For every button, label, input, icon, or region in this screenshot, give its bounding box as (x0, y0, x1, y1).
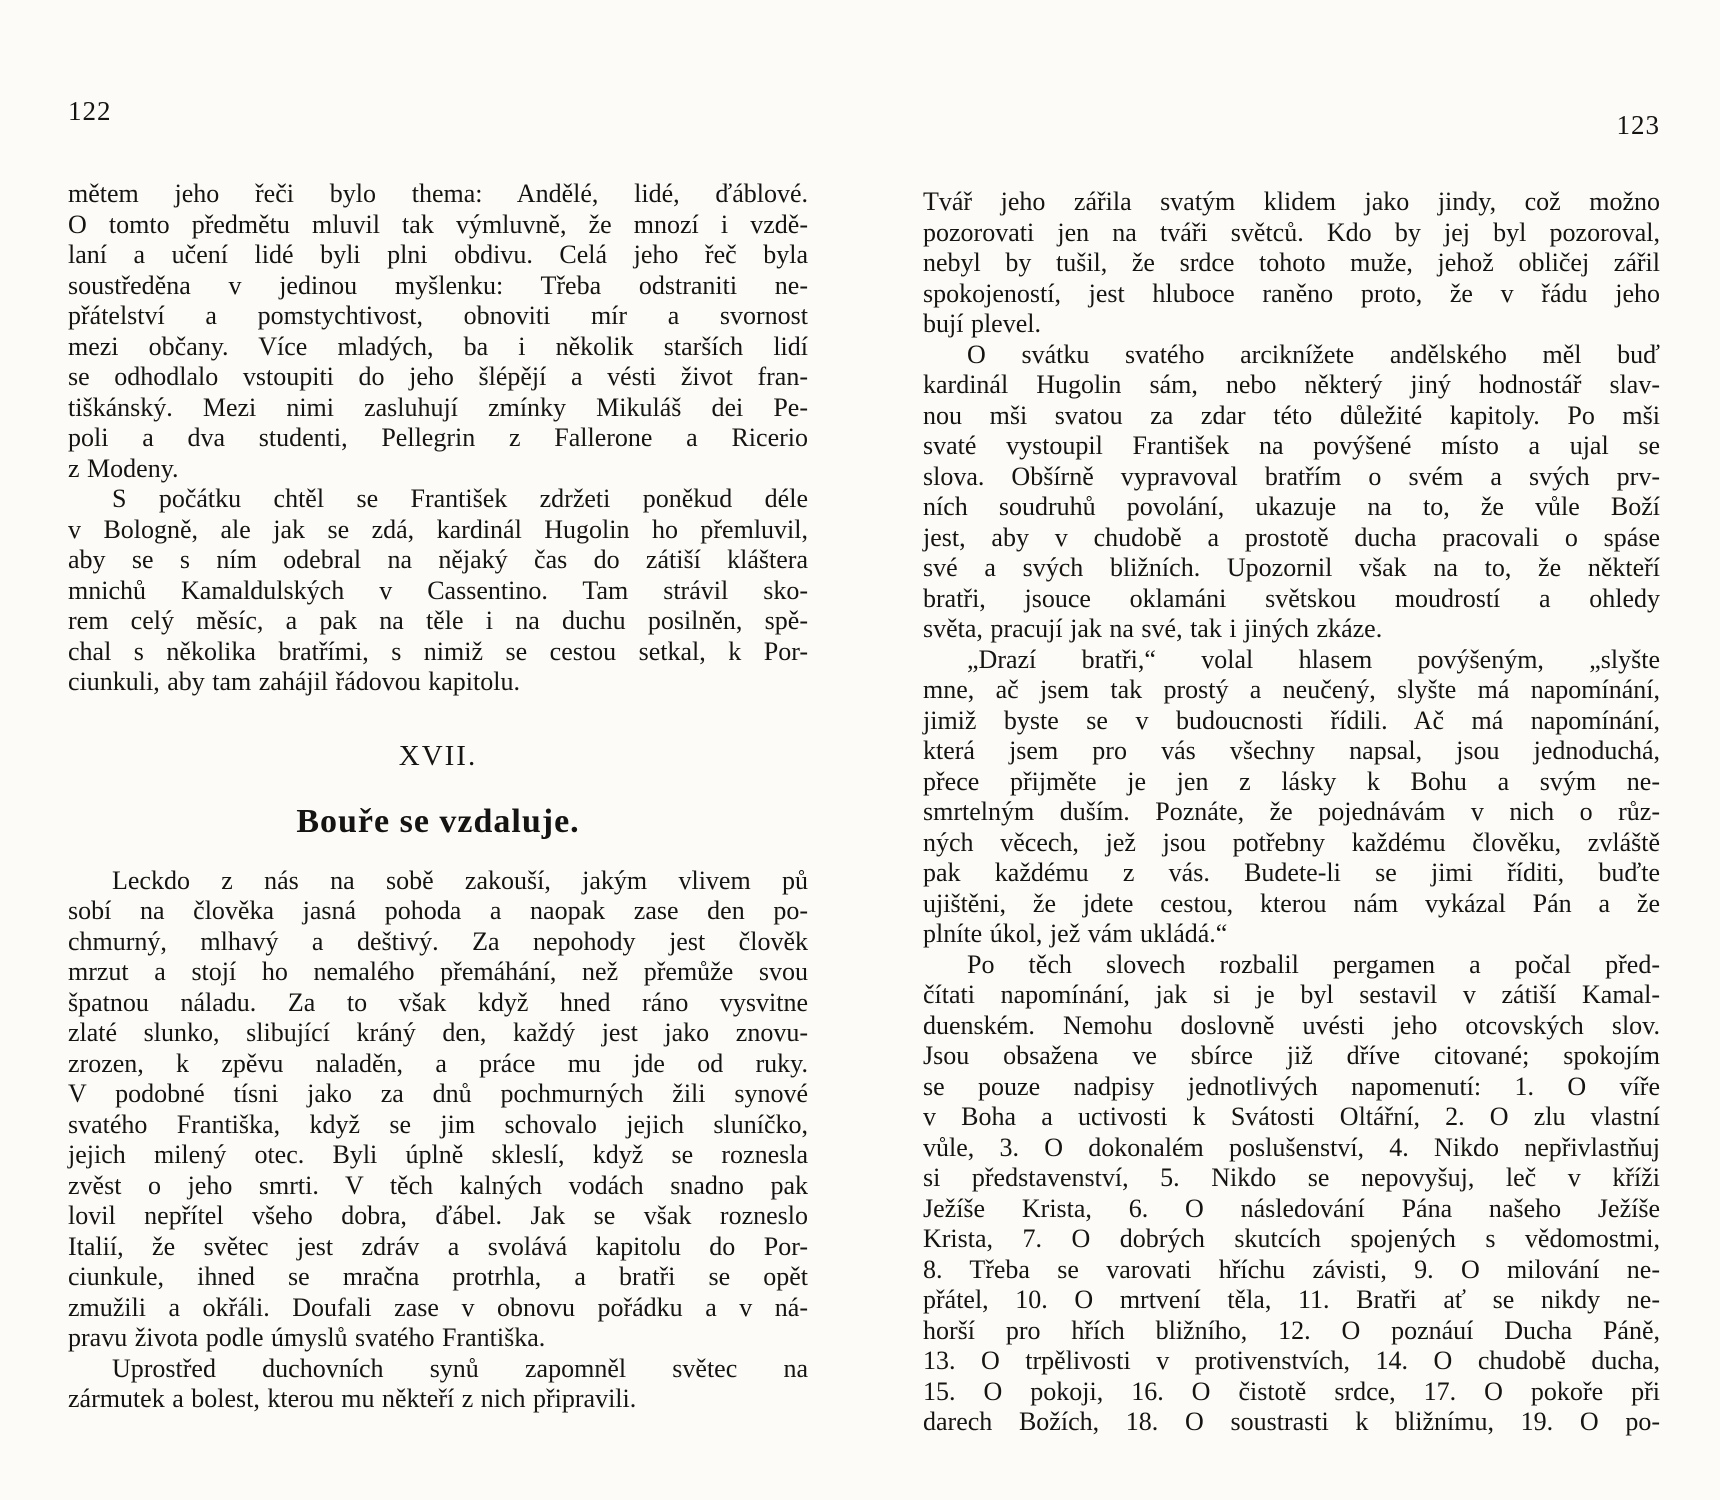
text-line: špatnou náladu. Za to však když hned ráno vysvitne (68, 987, 808, 1017)
text-column-right (923, 187, 1660, 1438)
text-line: O svátku svatého arciknížete andělského měl buď (967, 339, 1660, 369)
paragraph (68, 179, 808, 484)
text-line: přátelství a pomstychtivost, obnoviti mír a svornost (68, 301, 808, 330)
text-line: poli a dva studenti, Pellegrin z Fallerone a Ricerio (68, 423, 808, 452)
text-line: ciunkule, ihned se mračna protrhla, a bratři se opět (68, 1262, 808, 1291)
text-line: přátel, 10. O mrtvení těla, 11. Bratři ať se nikdy ne- (923, 1285, 1660, 1314)
text-line: smrtelným duším. Poznáte, že pojednávám v nich o růz- (923, 797, 1660, 826)
text-line: ných věcech, jež jsou potřebny každému člověku, zvláště (923, 827, 1660, 857)
text-line: spokojeností, jest hluboce raněno proto, že v řádu jeho (923, 278, 1660, 308)
chapter-number: XVII. (398, 739, 478, 772)
text-line: Po těch slovech rozbalil pergamen a počal před- (967, 949, 1660, 979)
text-line: nou mši svatou za zdar této důležité kapitoly. Po mši (923, 400, 1660, 430)
text-line: Ježíše Krista, 6. O následování Pána našeho Ježíše (923, 1193, 1660, 1223)
paragraph (923, 645, 1660, 950)
text-line: chmurný, mlhavý a deštivý. Za nepohody jest člověk (68, 926, 808, 956)
text-line: laní a učení lidé byli plni obdivu. Celá jeho řeč byla (68, 240, 808, 269)
paragraph (68, 484, 808, 698)
text-line: mnichů Kamaldulských v Cassentino. Tam strávil sko- (68, 575, 808, 605)
text-line: mne, ač jsem tak prostý a neučený, slyšte má napomínání, (923, 675, 1660, 704)
text-line: se pouze nadpisy jednotlivých napomenutí: 1. O víře (923, 1071, 1660, 1101)
text-line: Italií, že světec jest zdráv a svolává kapitolu do Por- (68, 1231, 808, 1261)
text-line: si představenství, 5. Nikdo se nepovyšuj, leč v kříži (923, 1163, 1660, 1192)
text-line: v Boha a uctivosti k Svátosti Oltářní, 2. O zlu vlastní (923, 1102, 1660, 1131)
text-line: přece přijměte je jen z lásky k Bohu a svým ne- (923, 766, 1660, 796)
page-number-left: 122 (68, 96, 112, 126)
text-line: mezi občany. Více mladých, ba i několik starších lidí (68, 331, 808, 361)
text-line: která jsem pro vás všechny napsal, jsou jednoduchá, (923, 736, 1660, 765)
text-line: „Drazí bratři,“ volal hlasem povýšeným, „slyšte (967, 644, 1660, 674)
text-line: plníte úkol, jež vám ukládá.“ (923, 919, 1228, 948)
paragraph (68, 866, 808, 1354)
text-line: darech Božích, 18. O soustrasti k bližnímu, 19. O po- (923, 1407, 1660, 1436)
text-line: své a svých bližních. Upozornil však na to, že někteří (923, 553, 1660, 582)
text-line: Leckdo z nás na sobě zakouší, jakým vlivem pů (112, 865, 808, 895)
text-line: zvěst o jeho smrti. V těch kalných vodách snadno pak (68, 1170, 808, 1200)
paragraph (923, 340, 1660, 645)
text-line: Krista, 7. O dobrých skutcích spojených s vědomostmi, (923, 1224, 1660, 1253)
text-line: ciunkuli, aby tam zahájil řádovou kapitolu. (68, 667, 520, 696)
text-line: bratři, jsouce oklamáni světskou moudrostí a ohledy (923, 583, 1660, 613)
text-line: světa, pracují jak na své, tak i jiných zkáze. (923, 614, 1383, 643)
text-line: lovil nepřítel všeho dobra, ďábel. Jak se však rozneslo (68, 1201, 808, 1230)
text-line: zmužili a okřáli. Doufali zase v obnovu pořádku a v ná- (68, 1292, 808, 1322)
text-line: O tomto předmětu mluvil tak výmluvně, že mnozí i vzdě- (68, 209, 808, 239)
text-line: Tvář jeho zářila svatým klidem jako jindy, což možno (923, 187, 1660, 216)
text-line: mětem jeho řeči bylo thema: Andělé, lidé, ďáblové. (68, 179, 808, 208)
text-line: ních soudruhů povolání, ukazuje na to, že vůle Boží (923, 492, 1660, 521)
text-line: 13. O trpělivosti v protivenstvích, 14. O chudobě ducha, (923, 1346, 1660, 1375)
text-line: Jsou obsažena ve sbírce již dříve citované; spokojím (923, 1041, 1660, 1070)
text-line: se odhodlalo vstoupiti do jeho šlépějí a vésti život fran- (68, 362, 808, 391)
text-line: ujištěni, že jdete cestou, kterou nám vykázal Pán a že (923, 888, 1660, 918)
text-line: pravu života podle úmyslů svatého Františka. (68, 1323, 546, 1352)
text-line: v Bologně, ale jak se zdá, kardinál Hugolin ho přemluvil, (68, 514, 808, 544)
text-line: tiškánský. Mezi nimi zasluhují zmínky Mikuláš dei Pe- (68, 392, 808, 422)
text-line: jimiž byste se v budoucnosti řídili. Ač má napomínání, (923, 705, 1660, 735)
paragraph (923, 187, 1660, 340)
text-line: jejich milený otec. Byli úplně skleslí, když se roznesla (68, 1140, 808, 1169)
text-line: pak každému z vás. Budete-li se jimi říditi, buďte (923, 858, 1660, 887)
text-line: rem celý měsíc, a pak na těle i na duchu posilněn, spě- (68, 606, 808, 635)
text-line: vůle, 3. O dokonalém poslušenství, 4. Nikdo nepřivlastňuj (923, 1132, 1660, 1162)
text-line: sobí na člověka jasná pohoda a naopak zase den po- (68, 896, 808, 925)
chapter-title: Bouře se vzdaluje. (296, 802, 580, 840)
text-line: S počátku chtěl se František zdržeti poněkud déle (112, 484, 808, 513)
text-column-left (68, 179, 808, 1415)
text-line: svaté vystoupil František na povýšené místo a ujal se (923, 431, 1660, 460)
text-line: kardinál Hugolin sám, nebo některý jiný hodnostář slav- (923, 370, 1660, 399)
page-left (68, 0, 808, 1415)
text-line: chal s několika bratřími, s nimiž se cestou setkal, k Por- (68, 636, 808, 666)
text-line: nebyl by tušil, že srdce tohoto muže, jehož obličej zářil (923, 248, 1660, 277)
text-line: slova. Obšírně vypravoval bratřím o svém a svých prv- (923, 461, 1660, 491)
text-line: z Modeny. (68, 453, 179, 483)
text-line: soustředěna v jedinou myšlenku: Třeba odstraniti ne- (68, 270, 808, 300)
text-line: zármutek a bolest, kterou mu někteří z nich připravili. (68, 1384, 637, 1413)
text-line: 15. O pokoji, 16. O čistotě srdce, 17. O pokoře při (923, 1376, 1660, 1406)
text-line: 8. Třeba se varovati hříchu závisti, 9. O milování ne- (923, 1254, 1660, 1284)
text-line: čítati napomínání, jak si je byl sestavil v zátiší Kamal- (923, 980, 1660, 1009)
page-right (923, 0, 1660, 1438)
text-line: bují plevel. (923, 309, 1041, 338)
text-line: svatého Františka, když se jim schovalo jejich sluníčko, (68, 1109, 808, 1139)
text-line: mrzut a stojí ho nemalého přemáhání, než přemůže svou (68, 957, 808, 986)
text-line: duenském. Nemohu doslovně uvésti jeho otcovských slov. (923, 1010, 1660, 1040)
paragraph (68, 1354, 808, 1415)
text-line: aby se s ním odebral na nějaký čas do zátiší kláštera (68, 545, 808, 574)
text-line: jest, aby v chudobě a prostotě ducha pracovali o spáse (923, 522, 1660, 552)
text-line: V podobné tísni jako za dnů pochmurných žili synové (68, 1079, 808, 1108)
text-line: horší pro hřích bližního, 12. O poznáuí Ducha Páně, (923, 1315, 1660, 1345)
text-line: zrozen, k zpěvu naladěn, a práce mu jde od ruky. (68, 1048, 808, 1078)
paragraph (923, 950, 1660, 1438)
text-line: pozorovati jen na tváři světců. Kdo by jej byl pozoroval, (923, 217, 1660, 247)
page-number-right: 123 (1616, 110, 1660, 140)
text-line: zlaté slunko, slibující kráný den, každý jest jako znovu- (68, 1018, 808, 1047)
text-line: Uprostřed duchovních synů zapomněl světec na (112, 1353, 808, 1383)
